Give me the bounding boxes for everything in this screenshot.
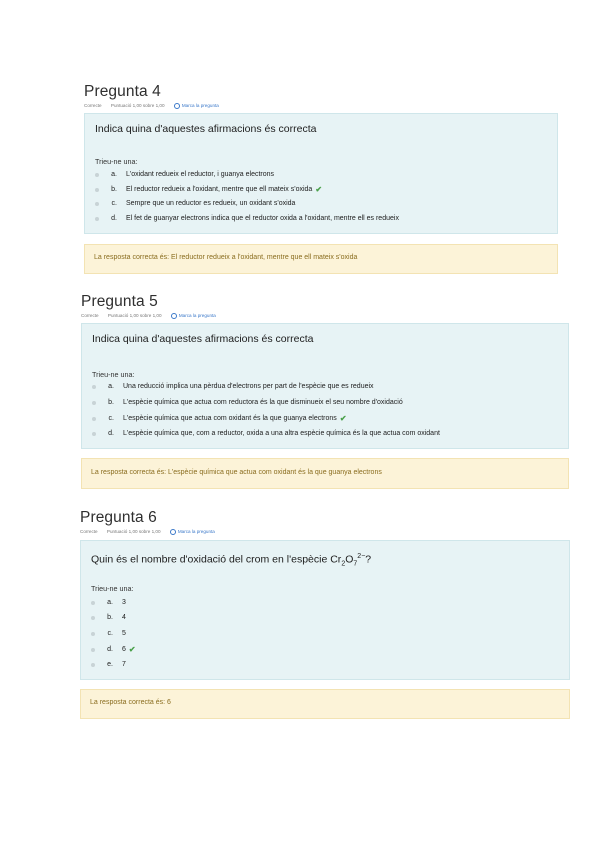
radio-button[interactable]: [91, 648, 95, 652]
radio-button[interactable]: [92, 417, 96, 421]
option-b[interactable]: [95, 185, 322, 194]
radio-button[interactable]: [92, 401, 96, 405]
question-status: Correcte: [84, 103, 102, 109]
option-a[interactable]: [95, 171, 274, 178]
option-label: L'espècie química que actua com reductora és la que disminueix el seu nombre d'oxidació: [123, 399, 403, 406]
question-6-feedback: [80, 689, 570, 719]
option-letter: d.: [111, 215, 117, 222]
question-meta: [84, 103, 235, 109]
question-text: Indica quina d'aquestes afirmacions és correcta: [92, 333, 314, 345]
option-label: 5: [122, 630, 126, 637]
question-title: Pregunta 5: [81, 293, 158, 310]
radio-button[interactable]: [91, 601, 95, 605]
flag-question-link[interactable]: [174, 103, 227, 108]
radio-button[interactable]: [95, 173, 99, 177]
option-label: 7: [122, 661, 126, 668]
correct-answer-text: La resposta correcta és: 6: [90, 699, 171, 706]
question-score: Puntuació 1,00 sobre 1,00: [107, 313, 162, 319]
question-status: Correcte: [81, 313, 99, 319]
option-label: Sempre que un reductor es redueix, un oxidant s'oxida: [126, 200, 296, 207]
option-letter: c.: [108, 415, 114, 422]
subscript: 7: [353, 560, 358, 568]
option-label: 6: [122, 646, 126, 653]
radio-button[interactable]: [92, 385, 96, 389]
question-text-part: ?: [365, 553, 372, 566]
flag-label: Marca la pregunta: [177, 529, 215, 535]
question-text: Indica quina d'aquestes afirmacions és correcta: [95, 123, 317, 135]
option-label: 3: [122, 599, 126, 606]
option-letter: c.: [111, 200, 117, 207]
radio-button[interactable]: [91, 616, 95, 620]
option-letter: e.: [107, 661, 113, 668]
flag-label: Marca la pregunta: [181, 103, 219, 109]
flag-icon: [174, 103, 180, 109]
radio-button[interactable]: [95, 202, 99, 206]
question-text-part: O: [345, 553, 354, 566]
option-label: Una reducció implica una pèrdua d'electrons per part de l'espècie que es redueix: [123, 383, 374, 390]
question-4-feedback: [84, 244, 558, 274]
option-a[interactable]: [91, 599, 126, 606]
option-c[interactable]: [92, 414, 347, 423]
radio-button[interactable]: [91, 632, 95, 636]
question-title: Pregunta 6: [80, 509, 157, 526]
question-4-header: [84, 83, 235, 109]
flag-question-link[interactable]: [171, 313, 224, 318]
subscript: 2: [341, 560, 346, 568]
option-letter: b.: [107, 614, 113, 621]
check-icon: ✔: [315, 185, 323, 194]
answer-prompt: Trieu-ne una:: [92, 370, 135, 379]
flag-label: Marca la pregunta: [178, 313, 216, 319]
question-5-header: [81, 293, 232, 319]
option-d[interactable]: [92, 430, 440, 437]
radio-button[interactable]: [95, 188, 99, 192]
question-text: [91, 553, 371, 568]
radio-button[interactable]: [92, 432, 96, 436]
option-letter: b.: [108, 399, 114, 406]
correct-answer-text: La resposta correcta és: El reductor redueix a l'oxidant, mentre que ell mateix s'oxida: [94, 254, 358, 261]
option-a[interactable]: [92, 383, 374, 390]
option-letter: b.: [111, 186, 117, 193]
answer-prompt: Trieu-ne una:: [95, 157, 138, 166]
question-5-feedback: [81, 458, 569, 489]
question-status: Correcte: [80, 529, 98, 535]
option-label: El fet de guanyar electrons indica que el reductor oxida a l'oxidant, mentre ell es redueix: [126, 215, 399, 222]
option-label: L'espècie química que actua com oxidant és la que guanya electrons: [123, 415, 337, 422]
correct-answer-text: La resposta correcta és: L'espècie química que actua com oxidant és la que guanya electrons: [91, 469, 382, 476]
option-label: L'espècie química que, com a reductor, oxida a una altra espècie química és la que actua com oxidant: [123, 430, 440, 437]
check-icon: ✔: [128, 645, 136, 654]
question-5-box: [81, 323, 569, 449]
question-text-part: Quin és el nombre d'oxidació del crom en l'espècie Cr: [91, 553, 342, 566]
option-b[interactable]: [92, 399, 403, 406]
question-meta: [80, 529, 231, 535]
question-6-box: [80, 540, 570, 680]
option-letter: c.: [107, 630, 113, 637]
question-title: Pregunta 4: [84, 83, 161, 100]
option-d[interactable]: [95, 215, 399, 222]
question-meta: [81, 313, 232, 319]
question-4-box: [84, 113, 558, 234]
flag-icon: [171, 313, 177, 319]
superscript: 2−: [357, 553, 366, 560]
option-c[interactable]: [95, 200, 295, 207]
flag-question-link[interactable]: [170, 529, 223, 534]
option-letter: d.: [108, 430, 114, 437]
check-icon: ✔: [339, 414, 347, 423]
answer-prompt: Trieu-ne una:: [91, 584, 134, 593]
option-d[interactable]: [91, 645, 136, 654]
question-score: Puntuació 1,00 sobre 1,00: [106, 529, 161, 535]
option-c[interactable]: [91, 630, 126, 637]
flag-icon: [170, 529, 176, 535]
option-letter: a.: [107, 599, 113, 606]
radio-button[interactable]: [95, 217, 99, 221]
option-label: L'oxidant redueix el reductor, i guanya electrons: [126, 171, 275, 178]
option-b[interactable]: [91, 614, 126, 621]
question-score: Puntuació 1,00 sobre 1,00: [110, 103, 165, 109]
option-label: 4: [122, 614, 126, 621]
option-label: El reductor redueix a l'oxidant, mentre que ell mateix s'oxida: [126, 186, 313, 193]
option-letter: d.: [107, 646, 113, 653]
option-e[interactable]: [91, 661, 126, 668]
option-letter: a.: [111, 171, 117, 178]
question-6-header: [80, 509, 231, 535]
radio-button[interactable]: [91, 663, 95, 667]
option-letter: a.: [108, 383, 114, 390]
